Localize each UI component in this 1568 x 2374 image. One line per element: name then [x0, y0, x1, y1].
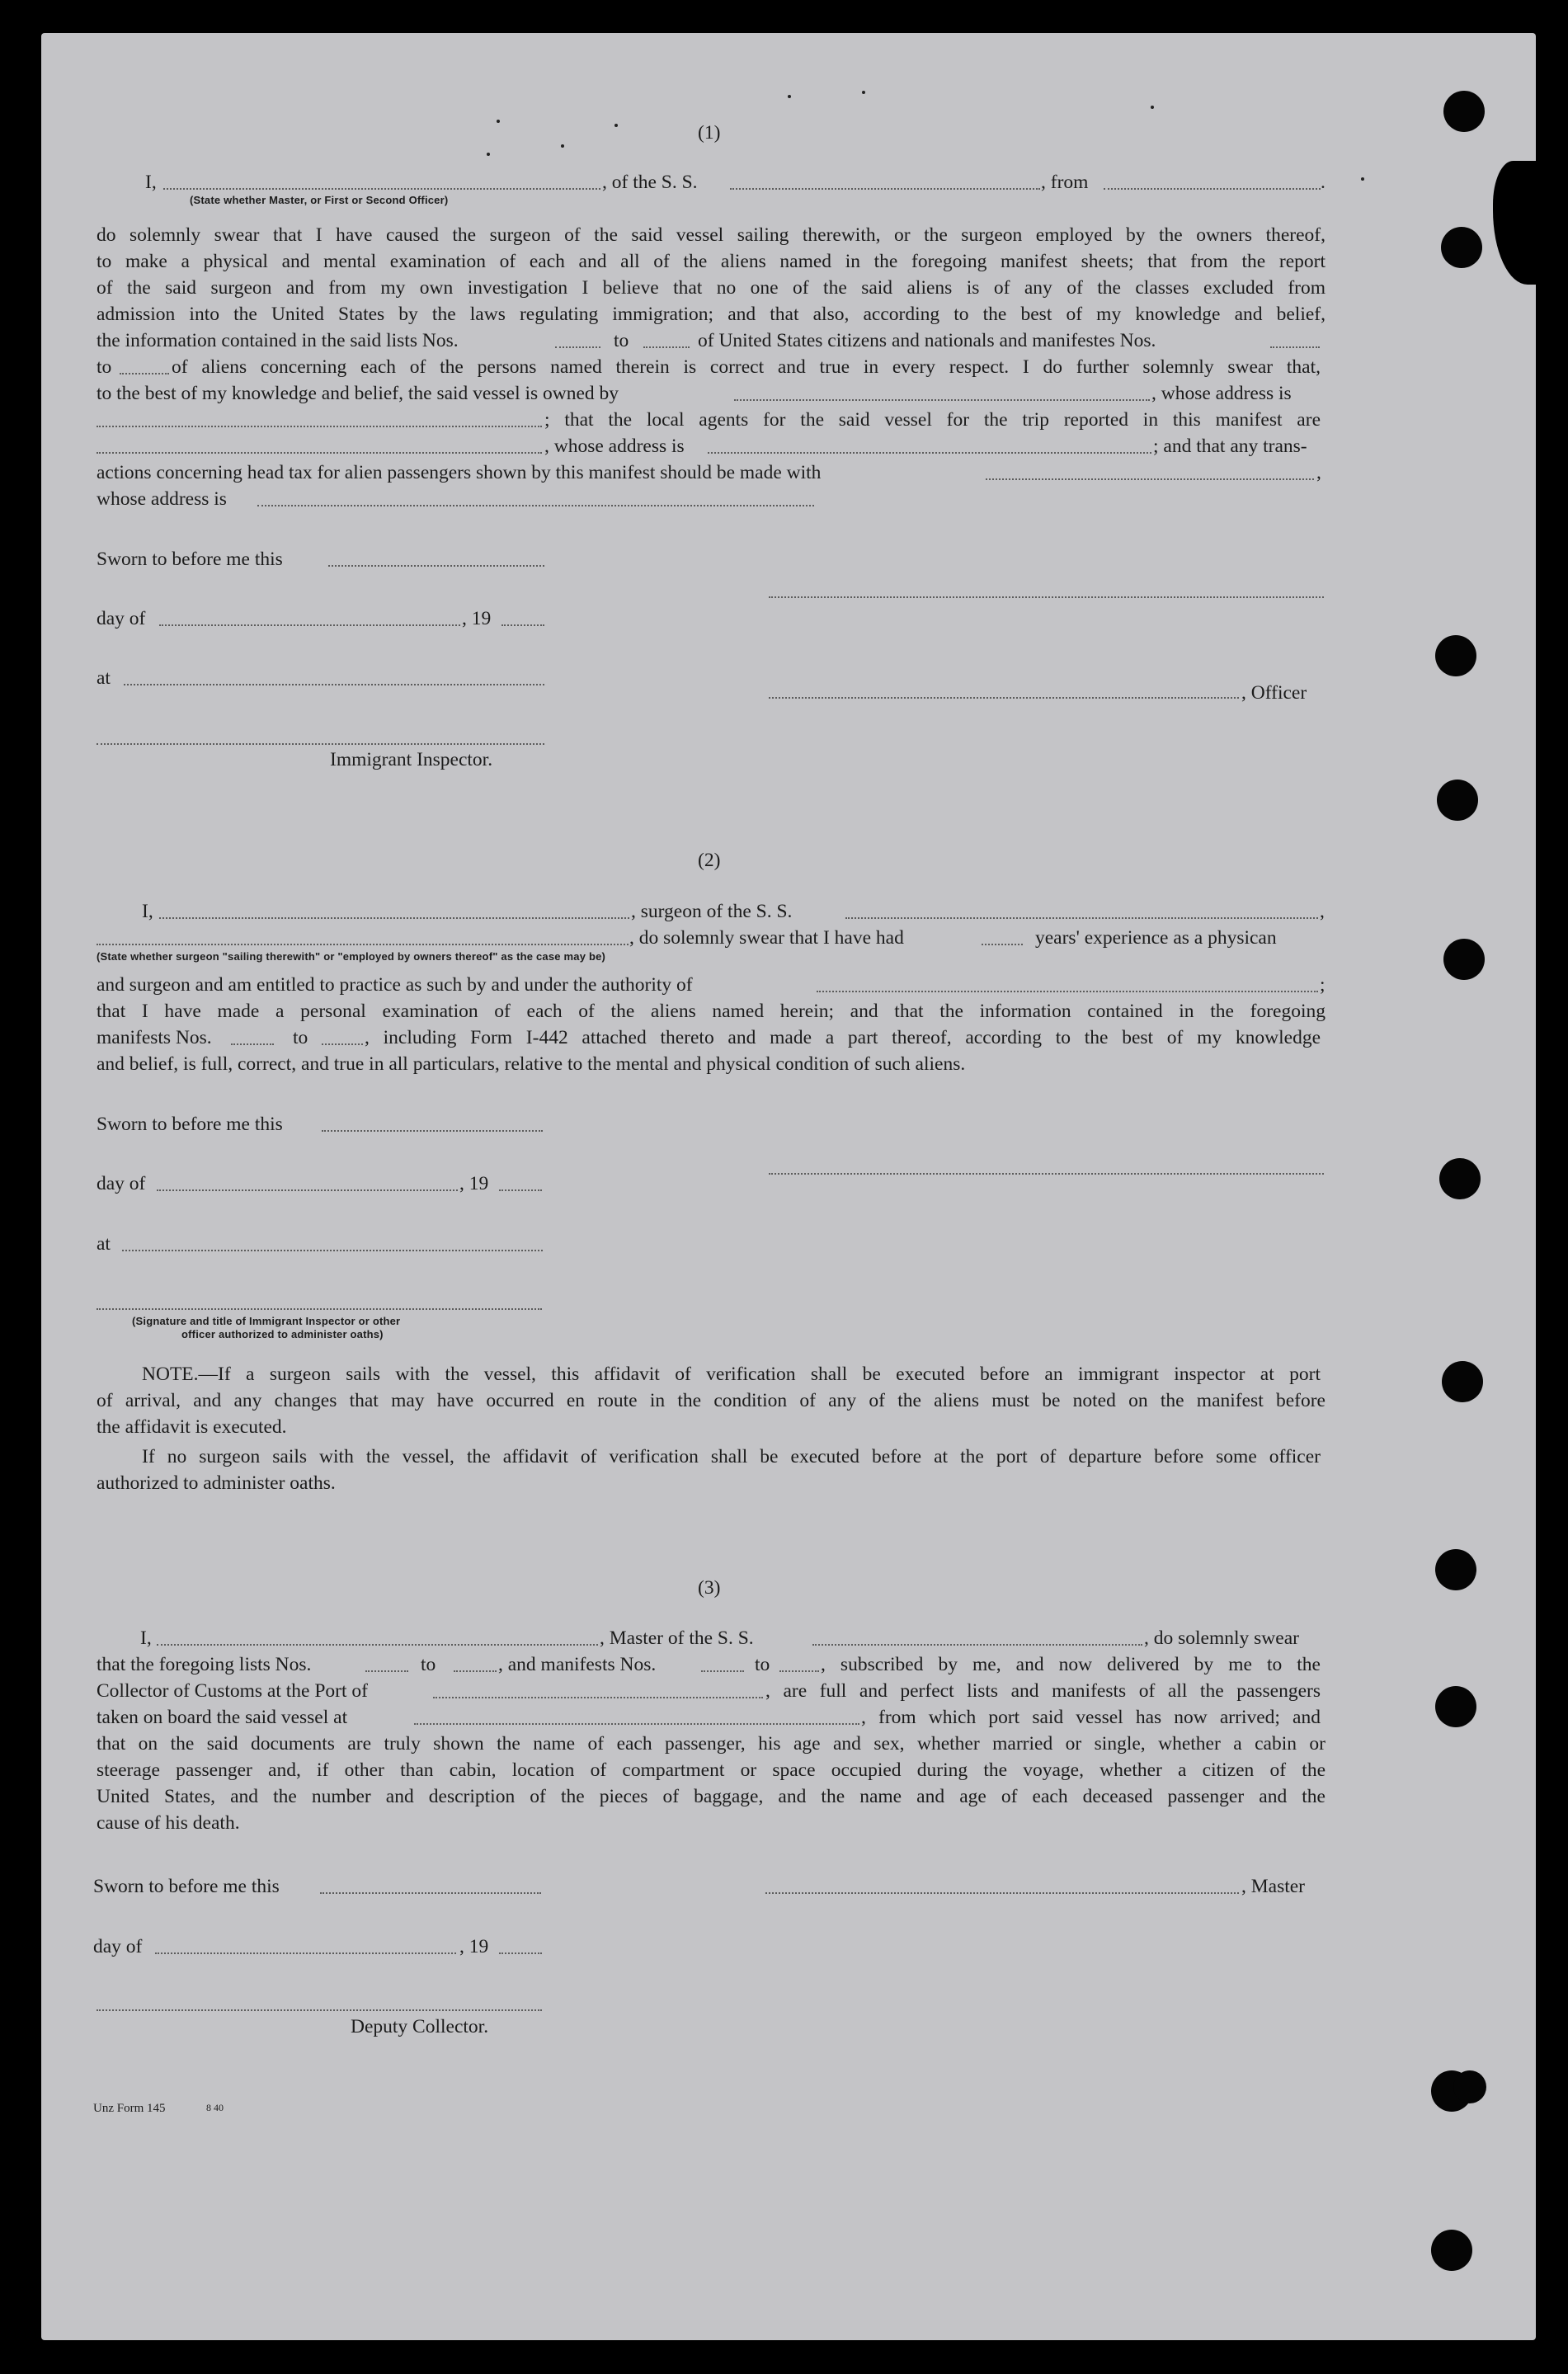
s3-para-2: steerage passenger and, if other than cabin, location of compartment or space occupied during the voyage, whether a citizen of the: [97, 1759, 1326, 1781]
note-2-line-2: authorized to administer oaths.: [97, 1472, 336, 1494]
blank-manifest-to: [120, 373, 169, 374]
s1-l10a: actions concerning head tax for alien passengers shown by this manifest should be made with: [97, 462, 822, 483]
s2-l2a: , do solemnly swear that I have had: [629, 927, 904, 949]
blank-s1-sworn: [328, 565, 544, 567]
s3-year: , 19: [459, 1936, 489, 1957]
s3-l4a: taken on board the said vessel at: [97, 1707, 348, 1728]
blank-s2-vessel: [845, 917, 1318, 919]
s3-deputy: Deputy Collector.: [351, 2016, 489, 2037]
s1-para-3: of the said surgeon and from my own investigation I believe that no one of the said aliens is of any of the classes excluded from: [97, 277, 1326, 299]
s1-l5b: to: [614, 330, 629, 351]
s2-dayof: day of: [97, 1173, 146, 1194]
s2-at: at: [97, 1233, 111, 1255]
blank-s2-from: [231, 1043, 274, 1045]
s1-line1-from: , from: [1041, 172, 1089, 193]
s1-line1-ofss: , of the S. S.: [602, 172, 698, 193]
s1-year: , 19: [462, 608, 492, 629]
blank-vessel: [730, 188, 1040, 190]
blank-surgeon-status: [97, 944, 629, 945]
blank-authority: [817, 991, 1318, 992]
section-3-heading: (3): [698, 1577, 721, 1599]
s1-l10-end: ,: [1316, 462, 1321, 483]
blank-list-to: [643, 346, 690, 348]
blank-s3-master: [157, 1644, 598, 1646]
s1-l9b: ; and that any trans-: [1153, 436, 1307, 457]
section-1-heading: (1): [698, 122, 721, 144]
blank-s3-sworn: [320, 1892, 541, 1894]
s1-l5a: the information contained in the said lists Nos.: [97, 330, 459, 351]
form-number: Unz Form 145: [93, 2102, 166, 2115]
s1-l9a: , whose address is: [544, 436, 685, 457]
blank-s3-deputy: [97, 2009, 542, 2011]
s3-l2b: to: [421, 1654, 436, 1675]
s2-l5c: , including Form I-442 attached thereto and made a part thereof, according to the best of my knowledge: [365, 1027, 1321, 1048]
s3-para-3: United States, and the number and description of the pieces of baggage, and the name and age of each deceased passenger and the: [97, 1786, 1326, 1807]
s1-at: at: [97, 667, 111, 689]
blank-s3-list-from: [365, 1670, 408, 1672]
s2-l3a: and surgeon and am entitled to practice as such by and under the authority of: [97, 974, 693, 996]
blank-s3-list-to: [454, 1670, 497, 1672]
s1-line1-end: .: [1321, 172, 1326, 193]
s1-l7a: to the best of my knowledge and belief, the said vessel is owned by: [97, 383, 619, 404]
blank-head-tax-address: [257, 505, 814, 506]
s3-l3a: Collector of Customs at the Port of: [97, 1680, 368, 1702]
s2-l6: and belief, is full, correct, and true in all particulars, relative to the mental and physical condition of such aliens.: [97, 1053, 966, 1075]
blank-s3-boarded-at: [414, 1723, 859, 1725]
blank-s2-inspector: [97, 1308, 542, 1310]
s1-l5c: of United States citizens and nationals and manifestes Nos.: [698, 330, 1156, 351]
s3-sworn: Sworn to before me this: [93, 1876, 280, 1897]
section-2-heading: (2): [698, 850, 721, 871]
s3-l3b: , are full and perfect lists and manifests of all the passengers: [765, 1680, 1321, 1702]
blank-agents-address: [708, 452, 1151, 454]
blank-s2-to: [322, 1043, 363, 1045]
blank-s3-master-sig: [765, 1892, 1239, 1894]
blank-s2-sworn: [322, 1130, 543, 1132]
s1-para-1: do solemnly swear that I have caused the surgeon of the said vessel sailing therewith, or the surgeon employed by the owners thereof,: [97, 224, 1326, 246]
surgeon-note: (State whether surgeon "sailing therewith" or "employed by owners thereof" as the case may be): [97, 950, 606, 963]
s3-dayof: day of: [93, 1936, 143, 1957]
s2-year: , 19: [459, 1173, 489, 1194]
blank-s1-at: [124, 684, 544, 685]
s2-l1a: I,: [142, 901, 153, 922]
s2-sworn: Sworn to before me this: [97, 1114, 283, 1135]
blank-list-from: [555, 346, 600, 348]
s3-l1a: I,: [140, 1627, 152, 1649]
s1-officer: , Officer: [1241, 682, 1307, 704]
blank-s2-at: [122, 1250, 543, 1251]
s1-l6b: of aliens concerning each of the persons named therein is correct and true in every respect. I do further solemnly swear that,: [172, 356, 1321, 378]
s2-l3-end: ;: [1320, 974, 1326, 996]
blank-owner: [734, 399, 1150, 401]
s1-para-4: admission into the United States by the laws regulating immigration; and that also, according to the best of my knowledge and belief,: [97, 304, 1326, 325]
s1-l8a: ; that the local agents for the said vessel for the trip reported in this manifest are: [544, 409, 1321, 431]
blank-s3-man-from: [701, 1670, 744, 1672]
s1-dayof: day of: [97, 608, 146, 629]
form-code: 8 40: [206, 2102, 224, 2113]
blank-s1-signature: [769, 596, 1324, 598]
note-1-line-2: of arrival, and any changes that may have occurred en route in the condition of any of the aliens must be noted on the manifest before: [97, 1390, 1326, 1411]
blank-s2-day: [157, 1189, 458, 1191]
s1-l11a: whose address is: [97, 488, 227, 510]
s2-l5b: to: [293, 1027, 308, 1048]
sig-note-2: officer authorized to administer oaths): [181, 1328, 384, 1340]
master-note: (State whether Master, or First or Second Officer): [190, 194, 449, 206]
s2-l4: that I have made a personal examination of each of the aliens named herein; and that the information contained in the foregoing: [97, 1001, 1326, 1022]
s3-l4b: , from which port said vessel has now arrived; and: [861, 1707, 1321, 1728]
s3-l1b: , Master of the S. S.: [600, 1627, 754, 1649]
blank-s1-day: [159, 624, 460, 626]
s1-l7b: , whose address is: [1151, 383, 1292, 404]
blank-years: [982, 944, 1023, 945]
blank-s3-man-to: [779, 1670, 819, 1672]
s3-l2e: , subscribed by me, and now delivered by me to the: [821, 1654, 1321, 1675]
note-1-line-1: NOTE.—If a surgeon sails with the vessel, this affidavit of verification shall be executed before an immigrant inspector at port: [142, 1364, 1321, 1385]
blank-from-port: [1104, 188, 1321, 190]
s2-l2b: years' experience as a physican: [1035, 927, 1277, 949]
blank-s2-year: [499, 1189, 542, 1191]
s1-inspector: Immigrant Inspector.: [330, 749, 493, 770]
s3-l2c: , and manifests Nos.: [498, 1654, 657, 1675]
blank-manifest-from: [1270, 346, 1320, 348]
s3-last: cause of his death.: [97, 1812, 240, 1834]
blank-s3-vessel: [812, 1644, 1142, 1646]
blank-owner-address: [97, 426, 542, 427]
blank-surgeon-name: [159, 917, 629, 919]
s1-l6a: to: [97, 356, 112, 378]
blank-s1-year: [501, 624, 544, 626]
s3-l2d: to: [755, 1654, 770, 1675]
s2-l1b: , surgeon of the S. S.: [631, 901, 793, 922]
s1-para-2: to make a physical and mental examination of each and all of the aliens named in the foregoing manifest sheets; that from the report: [97, 251, 1326, 272]
sig-note-1: (Signature and title of Immigrant Inspector or other: [132, 1315, 401, 1327]
note-1-line-3: the affidavit is executed.: [97, 1416, 287, 1438]
blank-s3-year: [499, 1952, 542, 1954]
s3-para-1: that on the said documents are truly shown the name of each passenger, his age and sex, whether married or single, whether a cabin or: [97, 1733, 1326, 1755]
blank-s1-officer: [769, 697, 1239, 699]
note-2-line-1: If no surgeon sails with the vessel, the affidavit of verification shall be executed before at the port of departure before some officer: [142, 1446, 1321, 1467]
s2-l1-end: ,: [1320, 901, 1325, 922]
blank-s3-day: [155, 1952, 456, 1954]
s3-master: , Master: [1241, 1876, 1306, 1897]
s3-l2a: that the foregoing lists Nos.: [97, 1654, 312, 1675]
s3-l1c: , do solemnly swear: [1144, 1627, 1299, 1649]
blank-s2-signature: [769, 1173, 1324, 1175]
blank-officer-name: [163, 188, 600, 190]
s1-sworn: Sworn to before me this: [97, 549, 283, 570]
s1-line1-i: I,: [145, 172, 157, 193]
blank-s1-inspector: [97, 743, 544, 745]
blank-s3-port: [433, 1697, 763, 1698]
s2-l5a: manifests Nos.: [97, 1027, 212, 1048]
blank-agents: [97, 452, 542, 454]
blank-head-tax: [986, 478, 1314, 480]
